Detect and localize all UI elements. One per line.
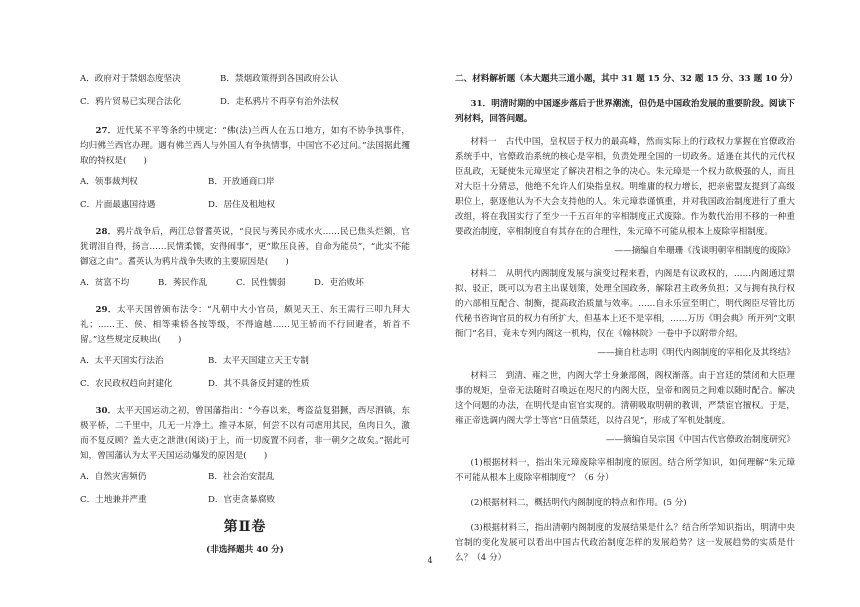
q27-options-row-2: [80, 198, 410, 213]
question-28: [80, 225, 410, 270]
q29-options-row-1: [80, 354, 410, 369]
q27-option-a: A．领事裁判权: [80, 177, 138, 187]
material-3-source: ——摘编自吴宗国《中国古代官僚政治制度研究》: [605, 435, 795, 445]
sub-question-1: (1)根据材料一，指出朱元璋废除宰相制度的原因。结合所学知识，如何理解“朱元璋不可能从根本上废除宰相制度”？（6 分）: [455, 458, 795, 483]
sub-question-2: (2)根据材料二，概括明代内阁制度的特点和作用。(5 分): [470, 498, 687, 508]
q29-option-b: B．太平天国建立天王专制: [208, 356, 309, 366]
question-30: [80, 404, 410, 464]
question-29: [80, 303, 410, 348]
question-30-number: 30．: [95, 406, 117, 416]
q29-options-row-2: [80, 377, 410, 392]
part-2-subtitle: (非选择题共 40 分): [206, 545, 284, 555]
q27-option-c: C．片面最惠国待遇: [80, 200, 156, 210]
material-3: 材料三 到清、雍之世，内阁大学士身兼部阁，阁权渐落。由于宫廷的禁闭和大臣理事的规矩，皇帝无法随时召唤远在咫尺的内阁大臣，皇帝和阁员之间难以随时配合。解决这个问题的办法，在明代是由宦官实现的。清朝吸取明朝的教训，严禁宦官擅权。于是，雍正帝选调内阁大学士等官“日值禁廷，以待召见”，形成了军机处制度。: [455, 371, 795, 426]
sub-question-3: (3)根据材料三，指出清朝内阁制度的发展结果是什么？结合所学知识指出，明清中央官制的变化发展可以看出中国古代政治制度怎样的发展趋势？这一发展趋势的实质是什么？（4 分）: [455, 523, 795, 563]
q28-option-a: A．贫富不均: [80, 278, 130, 288]
q27-option-b: B．开放通商口岸: [208, 177, 275, 187]
q30-options-row-2: [80, 493, 410, 508]
right-column: [455, 72, 798, 576]
q26-option-a: A．政府对于禁烟态度坚决: [80, 74, 181, 84]
q26-option-c: C．鸦片贸易已实现合法化: [80, 97, 182, 107]
material-2: 材料二 从明代内阁制度发展与演变过程来看，内阁是有议政权的，……内阁通过票拟、驳正，既可以为君主出谋划策，处理全国政务，解除君主政务负担；又与拥有执行权的六部相互配合、制衡，提高政治质量与效率。……自永乐宣至明亡，明代阁臣尽管比历代秘书咨询官员的权力有所扩大，但基本上还不是宰相，……万历《明会典》所开列“文职衙门”名目，竟未专列内阁这一机构，仅在《翰林院》一卷中予以附带介绍。: [455, 269, 795, 339]
material-1-source: ——摘编自牟珊珊《浅谈明朝宰相制度的废除》: [614, 246, 795, 256]
material-1: 材料一 古代中国，皇权居于权力的最高峰，然而实际上的行政权力掌握在官僚政治系统手中，官僚政治系统的核心是宰相，负责处理全国的一切政务。适逢在其代的元代权臣乱政，无疑使朱元璋坚定了解决君相之争的决心。朱元璋是一个权力欲极强的人，而且对大臣十分猜忌，他绝不允许人们染指皇权。明维庸的权力增长，把亲密盟友提到了高级职位上，驱逐他认为不大会支持他的人。朱元璋恭谨慎重，并对我国政治制度进行了重大改组，将在我国实行了至少一千五百年的宰相制度正式废除。作为数代治用不移的一种重要政治制度，宰相制度自有其存在的合理性，朱元璋不可能从根本上废除宰相制度。: [455, 137, 795, 237]
q29-option-c: C．农民政权趋向封建化: [80, 379, 173, 389]
section-title: 二、材料解析题（本大题共三道小题，其中 31 题 15 分、32 题 15 分、33 题 10 分）: [455, 74, 798, 84]
q30-option-c: C．土地兼并严重: [80, 495, 147, 505]
q27-options-row-1: [80, 175, 410, 190]
q30-option-b: B．社会治安混乱: [208, 472, 275, 482]
question-31-stem: 31．明清时期的中国逐步落后于世界潮流，但仍是中国政治发展的重要阶段。阅读下列材料，回答问题。: [455, 99, 795, 124]
question-27-stem: 近代某不平等条约中规定：“佛(法)兰西人在五口地方，如有不协争执事件，均归佛兰西官办理。遇有佛兰西人与外国人有争执情事，中国官不必过问。”法国据此攫取的特权是( ): [80, 126, 410, 166]
question-28-stem: 鸦片战争后，两江总督耆英说，“良民与莠民亦成水火……民已焦头烂额，官犹谓泪自得，扬言……民情柔懦，安得闹事”，更“欺压良善，自命为能员”，“此实不能御寇之由”。耆英认为鸦片战争失败的主要原因是( ): [80, 227, 410, 267]
question-29-stem: 太平天国曾颁布法令：“凡朝中大小官员，颇见天王、东王需行三叩九拜大礼；……王、侯、相等乘轿各按等级，不得逾越……见王轿而不行回避者，斩首不留。”这些规定反映出( ): [80, 305, 410, 345]
q28-options-row: [80, 276, 410, 291]
question-29-number: 29．: [95, 305, 117, 315]
q30-option-d: D．官吏贪暴腐败: [208, 495, 276, 505]
q26-options-row-1: [80, 72, 410, 87]
question-30-stem: 太平天国运动之初，曾国藩指出：“今春以来，粤盗益复猖獗，西尽泗镇，东极平桥，二千里中，几无一片净土。推寻本原，何尝不以有司虐用其民，鱼肉日久，激而不复反顾？盖大吏之泄泄(闲谈)于上，而一切废置不问者，非一朝夕之故矣。”据此可知，曾国藩认为太平天国运动爆发的原因是( ): [80, 406, 410, 461]
q26-options-row-2: [80, 95, 410, 110]
left-column: [80, 72, 410, 558]
question-27: [80, 124, 410, 169]
question-27-number: 27．: [95, 126, 117, 136]
q28-option-b: B．莠民作乱: [158, 278, 208, 288]
q29-option-a: A．太平天国实行法治: [80, 356, 164, 366]
q26-option-b: B．禁烟政策得到各国政府公认: [220, 74, 339, 84]
q28-option-d: D．吏治败坏: [314, 278, 364, 288]
q26-option-d: D．走私鸦片不再享有治外法权: [220, 97, 339, 107]
question-28-number: 28．: [95, 227, 117, 237]
q27-option-d: D．居住及租地权: [208, 200, 276, 210]
q28-option-c: C．民性懦弱: [236, 278, 286, 288]
page-number: 4: [427, 556, 433, 565]
q29-option-d: D．其不具备反封建的性质: [208, 379, 310, 389]
q30-options-row-1: [80, 470, 410, 485]
part-2-title: 第Ⅱ卷: [223, 519, 267, 535]
material-2-source: ——摘自杜志明《明代内阁制度的宰相化及其终结》: [597, 348, 795, 358]
q30-option-a: A．自然灾害频仍: [80, 472, 147, 482]
